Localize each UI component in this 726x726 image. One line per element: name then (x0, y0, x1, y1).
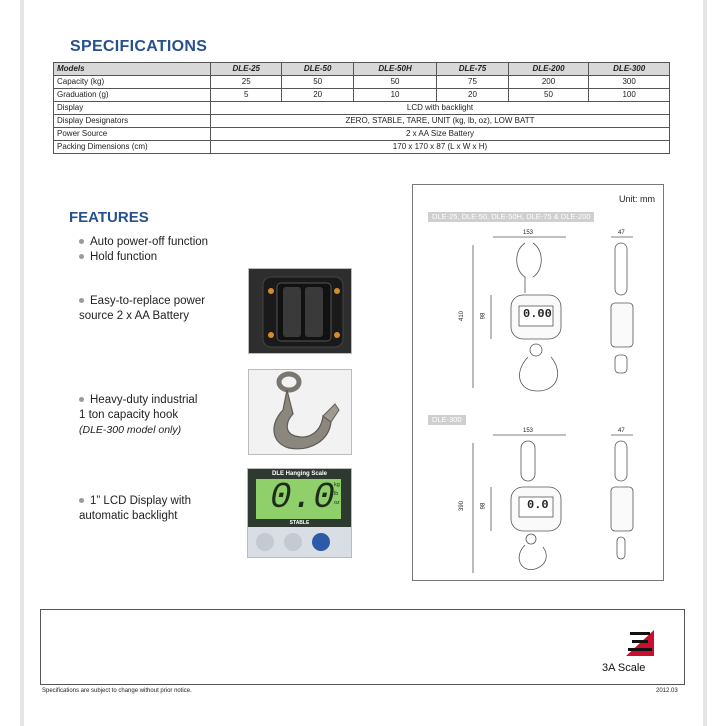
feature-note: (DLE-300 model only) (79, 424, 182, 436)
power-label: Power Source (54, 128, 211, 141)
packing-label: Packing Dimensions (cm) (54, 141, 211, 154)
graduation-cell: 10 (353, 89, 436, 102)
header-models: Models (54, 63, 211, 76)
header-dle-300: DLE-300 (589, 63, 670, 76)
scale-drawings (413, 185, 663, 580)
hold-button-icon (312, 533, 330, 551)
table-row (54, 141, 670, 154)
top-height-dim: 410 (459, 310, 466, 322)
keypad (248, 527, 351, 557)
feature-lcd (79, 494, 191, 524)
zero-button-icon (284, 533, 302, 551)
feature-hook (79, 393, 197, 438)
top-width-dim: 153 (523, 230, 534, 236)
disclaimer-text: Specifications are subject to change without prior notice. (42, 688, 192, 694)
bullet-icon (79, 239, 84, 244)
header-dle-200: DLE-200 (508, 63, 589, 76)
graduation-cell: 50 (508, 89, 589, 102)
designators-value: ZERO, STABLE, TARE, UNIT (kg, lb, oz), LOW BATT (211, 115, 670, 128)
bullet-icon (79, 254, 84, 259)
packing-value: 170 x 170 x 87 (L x W x H) (211, 141, 670, 154)
feature-text: automatic backlight (79, 510, 178, 522)
top-depth-dim: 47 (618, 230, 625, 236)
date-text: 2012.03 (656, 688, 678, 694)
table-row (54, 115, 670, 128)
table-row (54, 102, 670, 115)
features-title: FEATURES (69, 209, 149, 226)
capacity-cell: 300 (589, 76, 670, 89)
table-row (54, 89, 670, 102)
hook-icon (249, 370, 351, 454)
lcd-brand: DLE Hanging Scale (271, 471, 327, 477)
feature-text: Hold function (90, 251, 158, 263)
feature-hold (79, 250, 157, 265)
feature-text: 1 ton capacity hook (79, 409, 179, 421)
feature-text: source 2 x AA Battery (79, 310, 189, 322)
diagram-tag-bottom: DLE-300 (428, 415, 466, 425)
unit-kg: kg (334, 482, 340, 488)
header-dle-25: DLE-25 (211, 63, 282, 76)
bottom-lcd-reading: 0.0 (527, 498, 549, 512)
diagram-tag-top: DLE-25, DLE-50, DLE-50H, DLE-75 & DLE-200 (428, 212, 594, 222)
3a-scale-logo-icon (622, 626, 658, 660)
capacity-cell: 50 (353, 76, 436, 89)
lcd-photo (247, 468, 352, 558)
capacity-cell: 200 (508, 76, 589, 89)
bottom-height-dim: 390 (459, 500, 466, 512)
bottom-body-dim: 98 (480, 502, 487, 510)
feature-text: Auto power-off function (90, 236, 209, 248)
power-button-icon (256, 533, 274, 551)
capacity-cell: 50 (282, 76, 353, 89)
unit-oz: oz (334, 500, 340, 506)
feature-text: Heavy-duty industrial (90, 394, 198, 406)
header-dle-50: DLE-50 (282, 63, 353, 76)
feature-text: Easy-to-replace power (90, 295, 206, 307)
lcd-stable: STABLE (289, 520, 310, 526)
capacity-label: Capacity (kg) (54, 76, 211, 89)
feature-battery (79, 294, 205, 324)
feature-text: 1” LCD Display with (90, 495, 191, 507)
graduation-cell: 20 (437, 89, 508, 102)
lcd-units (334, 481, 340, 508)
graduation-label: Graduation (g) (54, 89, 211, 102)
top-body-dim: 98 (480, 312, 487, 320)
footer-box (40, 609, 685, 685)
bottom-width-dim: 153 (523, 428, 534, 434)
bottom-depth-dim: 47 (618, 428, 625, 434)
display-value: LCD with backlight (211, 102, 670, 115)
table-row (54, 76, 670, 89)
table-header-row (54, 63, 670, 76)
unit-lb: lb (334, 491, 339, 497)
specifications-title: SPECIFICATIONS (70, 38, 208, 55)
unit-label: Unit: mm (619, 194, 655, 204)
graduation-cell: 100 (589, 89, 670, 102)
left-page-edge (20, 0, 24, 726)
graduation-cell: 20 (282, 89, 353, 102)
power-value: 2 x AA Size Battery (211, 128, 670, 141)
logo-text: 3A Scale (602, 662, 646, 674)
capacity-cell: 25 (211, 76, 282, 89)
specifications-table (53, 62, 670, 154)
capacity-cell: 75 (437, 76, 508, 89)
battery-compartment-icon (249, 269, 351, 353)
feature-auto-off (79, 235, 208, 250)
display-label: Display (54, 102, 211, 115)
bullet-icon (79, 397, 84, 402)
right-page-edge (703, 0, 707, 726)
bullet-icon (79, 498, 84, 503)
battery-photo (248, 268, 352, 354)
graduation-cell: 5 (211, 89, 282, 102)
hook-photo (248, 369, 352, 455)
bullet-icon (79, 298, 84, 303)
dimension-diagram (412, 184, 664, 581)
header-dle-50h: DLE-50H (353, 63, 436, 76)
top-lcd-reading: 0.00 (523, 307, 552, 321)
table-row (54, 128, 670, 141)
designators-label: Display Designators (54, 115, 211, 128)
header-dle-75: DLE-75 (437, 63, 508, 76)
lcd-reading: 0.0 (270, 477, 335, 518)
